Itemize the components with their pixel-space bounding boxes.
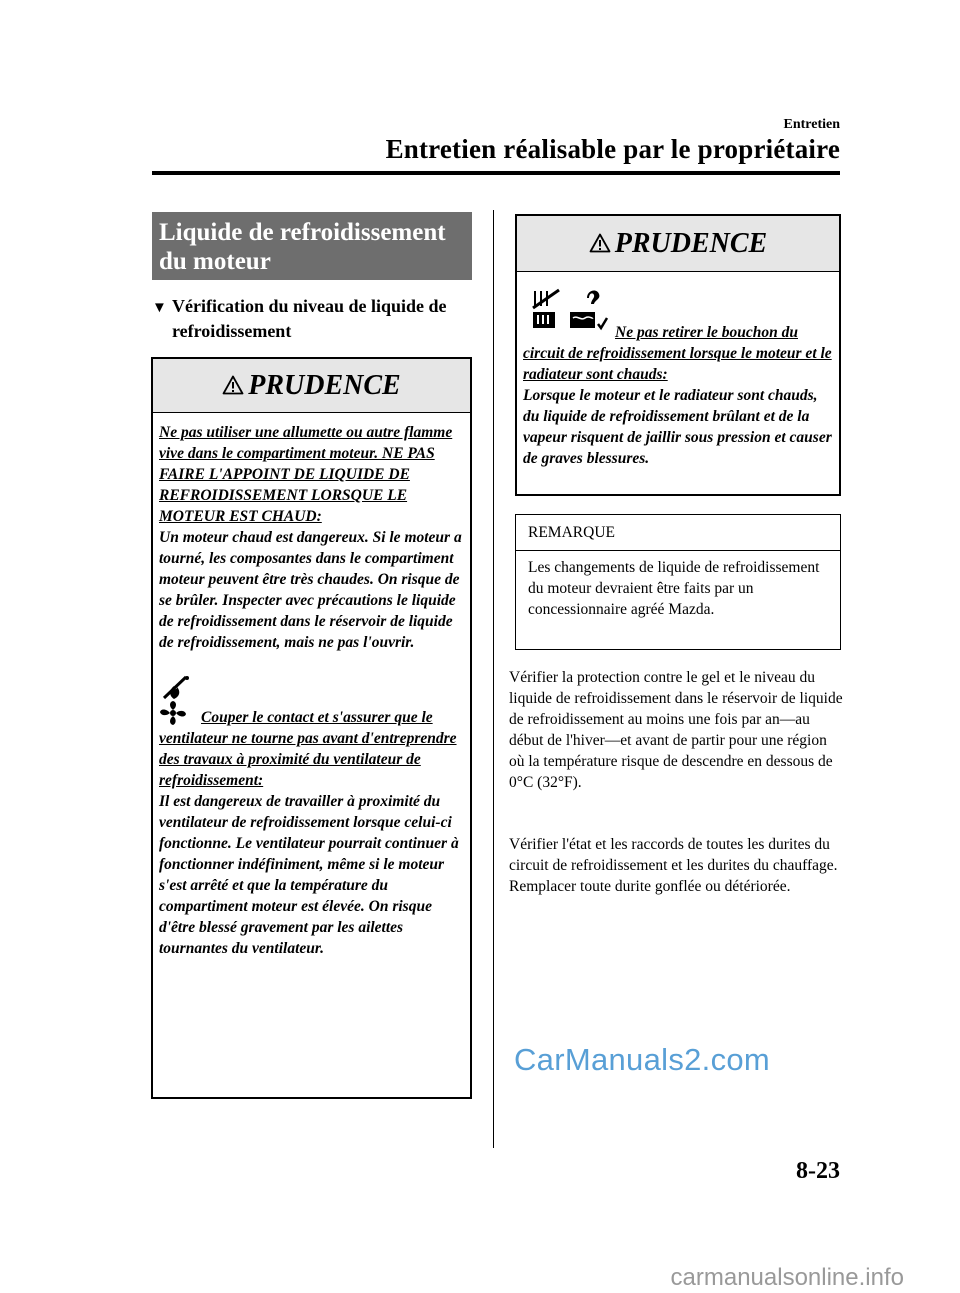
note-text: Les changements de liquide de refroidissement du moteur devraient être faits par un concessionnaire agréé Mazda. — [528, 559, 820, 618]
column-divider — [493, 210, 494, 1148]
caution-box-right — [515, 214, 841, 496]
warning-text: Il est dangereux de travailler à proximité du ventilateur de refroidissement lorsque celui-ci fonctionne. Le ventilateur pourrait continuer à fonctionner indéfiniment, même si le moteur s'est arrêté et que la température du compartiment moteur est élevée. On risque d'être blessé gravement par les ailettes tournantes du ventilateur. — [159, 793, 459, 957]
warning-icons — [159, 675, 464, 725]
paragraph-line: Remplacer toute durite gonflée ou détériorée. — [509, 878, 791, 895]
header-rule — [152, 171, 840, 175]
warning-title: Ne pas retirer le bouchon du circuit de refroidissement lorsque le moteur et le radiateur sont chauds: — [523, 324, 832, 383]
caution-heading: PRUDENCE — [248, 370, 401, 401]
paragraph — [509, 834, 844, 897]
chapter-label: Entretien — [783, 117, 840, 132]
no-open-cap-icon — [567, 288, 617, 338]
triangle-bullet-icon: ▼ — [152, 300, 167, 316]
page-title: Entretien réalisable par le propriétaire — [385, 134, 840, 164]
warning-title: Couper le contact et s'assurer que le ventilateur ne tourne pas avant d'entreprendre des travaux à proximité du ventilateur de refroidissement: — [159, 709, 457, 789]
caution-body — [517, 280, 839, 469]
page-number: 8-23 — [796, 1158, 840, 1184]
caution-heading: PRUDENCE — [614, 228, 768, 259]
fan-icon — [159, 701, 187, 731]
paragraph: Vérifier la protection contre le gel et le niveau du liquide de refroidissement dans le réservoir de liquide de refroidissement au moins une fois par an―au début de l'hiver―et avant de partir pour une région où la température risque de descendre en dessous de 0°C (32°F). — [509, 669, 843, 791]
caution-body — [153, 413, 470, 959]
footer-watermark: carmanualsonline.info — [670, 1264, 904, 1291]
subheading-text: Vérification du niveau de liquide de refroidissement — [172, 296, 447, 341]
section-title: Liquide de refroidissement du moteur — [152, 212, 472, 280]
warning-triangle-icon — [222, 360, 244, 380]
warning-triangle-icon — [589, 217, 611, 237]
note-box — [515, 514, 841, 650]
warning-text: Lorsque le moteur et le radiateur sont chauds, du liquide de refroidissement brûlant et de la vapeur risquent de jaillir sous pression et causer de graves blessures. — [523, 387, 832, 467]
warning-text: Un moteur chaud est dangereux. Si le moteur a tourné, les composantes dans le compartiment moteur peuvent être très chaudes. On risque de se brûler. Inspecter avec précautions le liquide de refroidissement dans le réservoir de liquide de refroidissement, mais ne pas l'ouvrir. — [159, 529, 462, 651]
note-heading: REMARQUE — [516, 515, 840, 551]
caution-box-left — [151, 357, 472, 1099]
caution-header — [153, 359, 470, 413]
paragraph-line: Vérifier l'état et les raccords de toutes les durites du circuit de refroidissement et les durites du chauffage. — [509, 836, 838, 874]
watermark: CarManuals2.com — [514, 1042, 771, 1077]
hot-radiator-icon — [531, 288, 563, 338]
subheading — [152, 294, 472, 344]
warning-icons — [523, 280, 833, 334]
warning-title: Ne pas utiliser une allumette ou autre flamme vive dans le compartiment moteur. NE PAS FAIRE L'APPOINT DE LIQUIDE DE REFROIDISSEMENT LORSQUE LE MOTEUR EST CHAUD: — [159, 424, 453, 525]
caution-header — [517, 216, 839, 272]
